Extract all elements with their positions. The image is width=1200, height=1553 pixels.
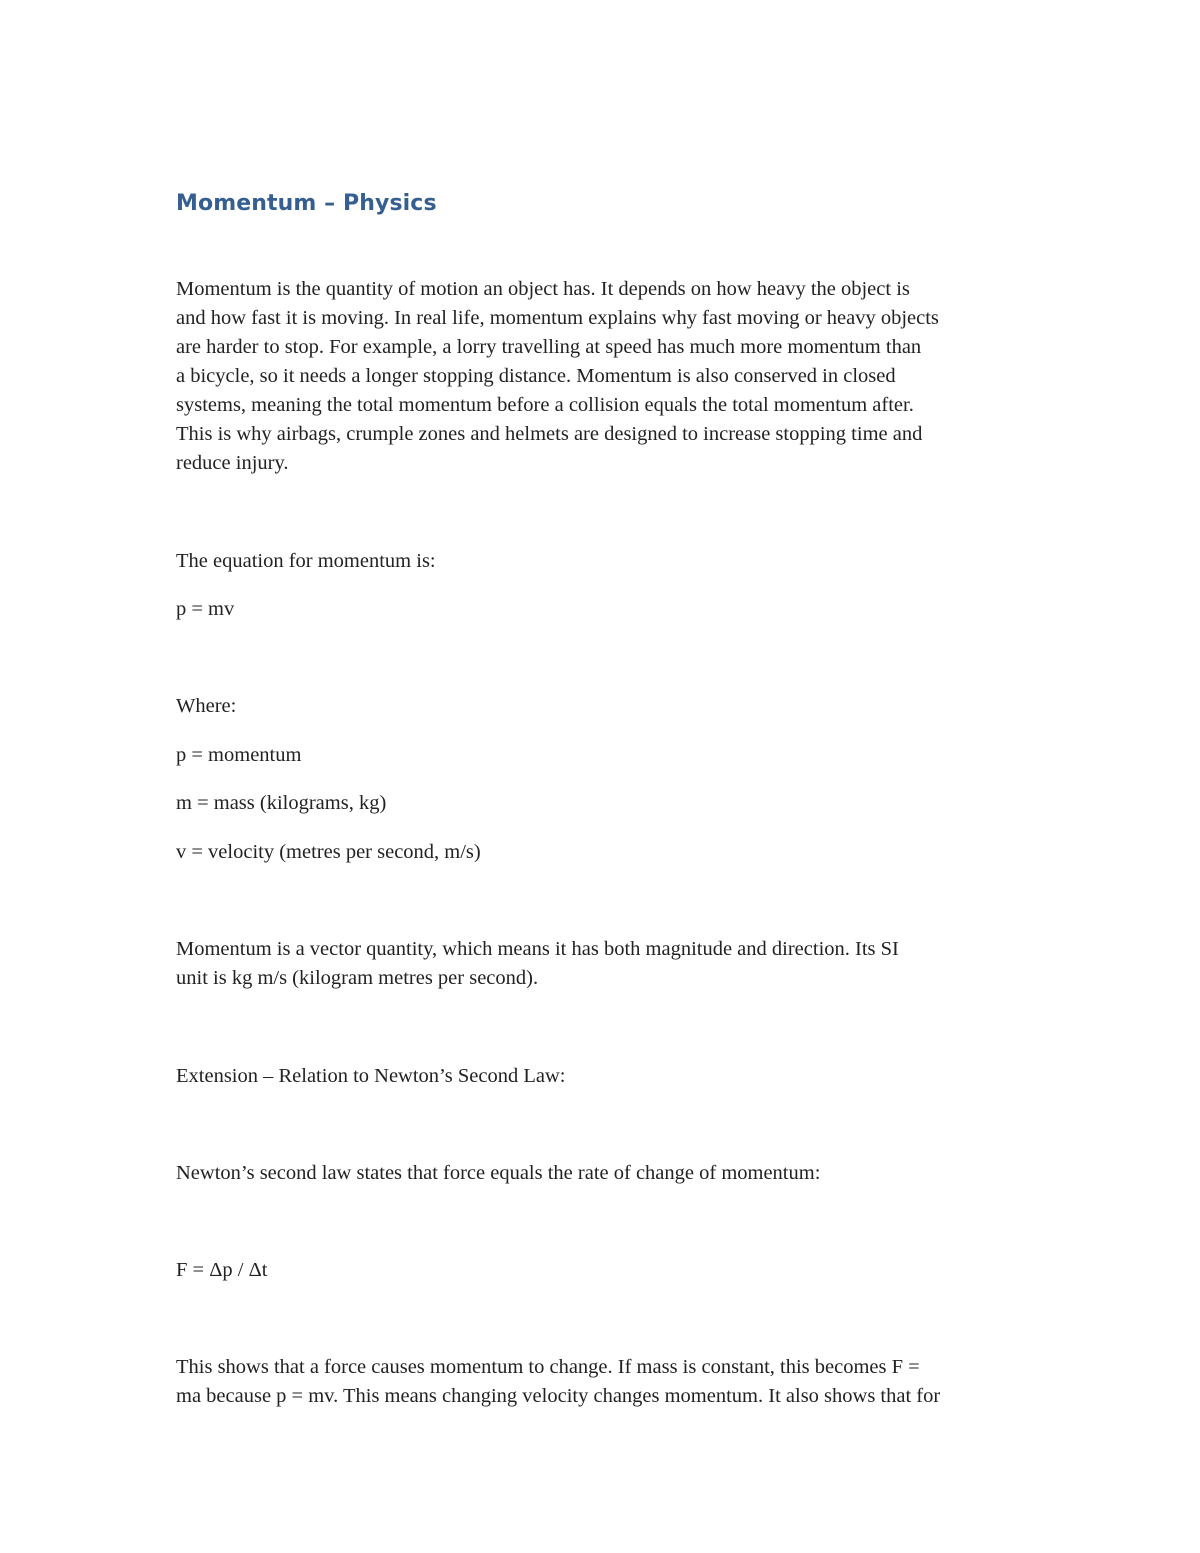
momentum-equation: p = mv [176,598,235,620]
vector-line: Momentum is a vector quantity, which means it has both magnitude and direction. Its SI [176,938,899,960]
intro-line: reduce injury. [176,452,289,474]
vector-line: unit is kg m/s (kilogram metres per second). [176,967,539,989]
newton-statement: Newton’s second law states that force equals the rate of change of momentum: [176,1162,821,1184]
closing-line: ma because p = mv. This means changing velocity changes momentum. It also shows that for [176,1385,941,1407]
intro-line: a bicycle, so it needs a longer stopping distance. Momentum is also conserved in closed [176,365,896,387]
where-label: Where: [176,695,237,717]
intro-line: are harder to stop. For example, a lorry travelling at speed has much more momentum than [176,336,922,358]
intro-line: systems, meaning the total momentum before a collision equals the total momentum after. [176,394,914,416]
intro-line: and how fast it is moving. In real life, momentum explains why fast moving or heavy objects [176,307,939,329]
definition-momentum: p = momentum [176,744,302,766]
intro-line: This is why airbags, crumple zones and helmets are designed to increase stopping time and [176,423,923,445]
force-equation: F = Δp / Δt [176,1259,268,1281]
definition-velocity: v = velocity (metres per second, m/s) [176,841,481,863]
definition-mass: m = mass (kilograms, kg) [176,792,387,814]
closing-line: This shows that a force causes momentum to change. If mass is constant, this becomes F = [176,1356,920,1378]
extension-heading: Extension – Relation to Newton’s Second Law: [176,1065,566,1087]
closing-paragraph [176,1353,1036,1411]
equation-intro: The equation for momentum is: [176,550,436,572]
document-title: Momentum – Physics [176,191,437,216]
intro-line: Momentum is the quantity of motion an object has. It depends on how heavy the object is [176,278,910,300]
intro-paragraph [176,275,1036,478]
vector-paragraph [176,935,1036,993]
